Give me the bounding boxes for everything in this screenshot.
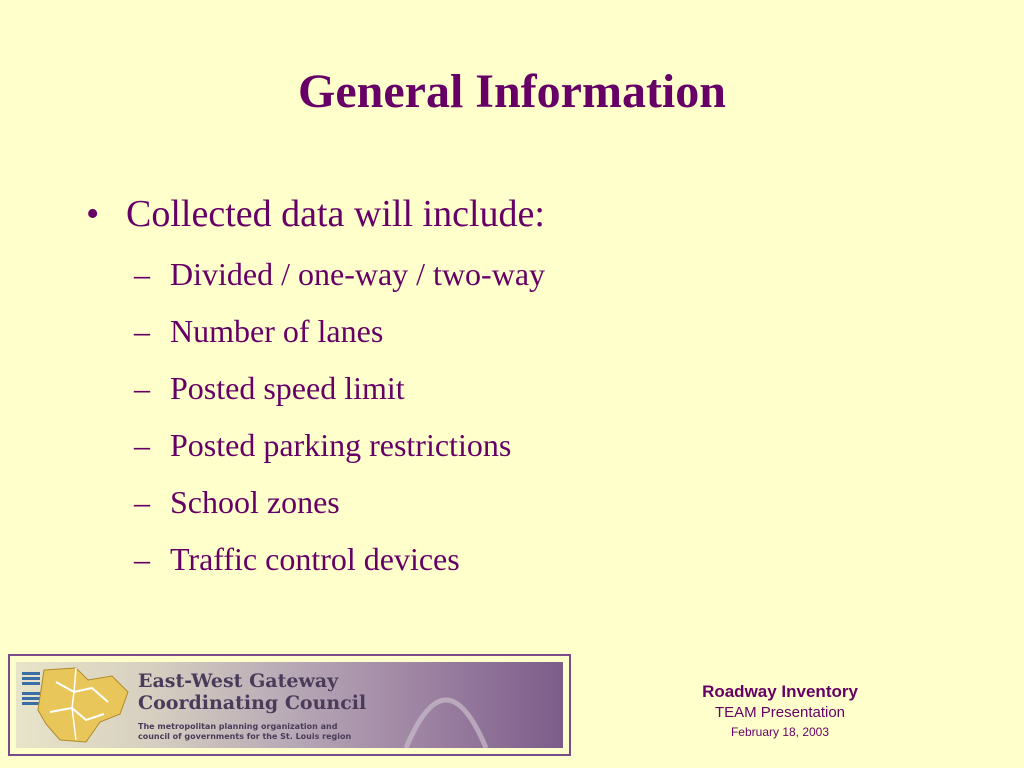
dash-icon: – [134, 484, 150, 520]
dash-icon: – [134, 427, 150, 463]
logo-image [16, 662, 563, 748]
logo-banner [8, 654, 571, 756]
dash-icon: – [134, 313, 150, 349]
sub-item [86, 360, 966, 417]
logo-name [138, 670, 366, 714]
sub-item-text: Posted parking restrictions [170, 427, 512, 463]
logo-name-line: East-West Gateway [138, 670, 339, 692]
sub-item [86, 531, 966, 588]
bullet-icon: • [86, 193, 100, 235]
logo-tagline [138, 722, 351, 742]
sub-list [86, 246, 966, 588]
dash-icon: – [134, 370, 150, 406]
footer-info [660, 681, 900, 741]
footer-date: February 18, 2003 [730, 725, 830, 739]
footer-title: Roadway Inventory [702, 682, 858, 701]
logo-tagline-line: The metropolitan planning organization and [138, 722, 338, 731]
bullet-text: Collected data will include: [126, 193, 545, 235]
logo-tagline-line: council of governments for the St. Louis region [138, 732, 352, 741]
region-map-icon [16, 662, 136, 748]
sub-item-text: Traffic control devices [170, 541, 460, 577]
sub-item [86, 303, 966, 360]
sub-item-text: Divided / one-way / two-way [170, 256, 546, 292]
logo-name-line: Coordinating Council [138, 692, 367, 714]
gateway-arch-icon [346, 662, 546, 748]
bullet-item [86, 188, 966, 240]
sub-item-text: Number of lanes [170, 313, 384, 349]
sub-item [86, 246, 966, 303]
sub-item [86, 417, 966, 474]
footer-subtitle: TEAM Presentation [714, 704, 846, 721]
sub-item [86, 474, 966, 531]
dash-icon: – [134, 541, 150, 577]
sub-item-text: Posted speed limit [170, 370, 405, 406]
dash-icon: – [134, 256, 150, 292]
sub-item-text: School zones [170, 484, 340, 520]
slide-title: General Information [298, 65, 726, 118]
slide-content [86, 188, 966, 588]
